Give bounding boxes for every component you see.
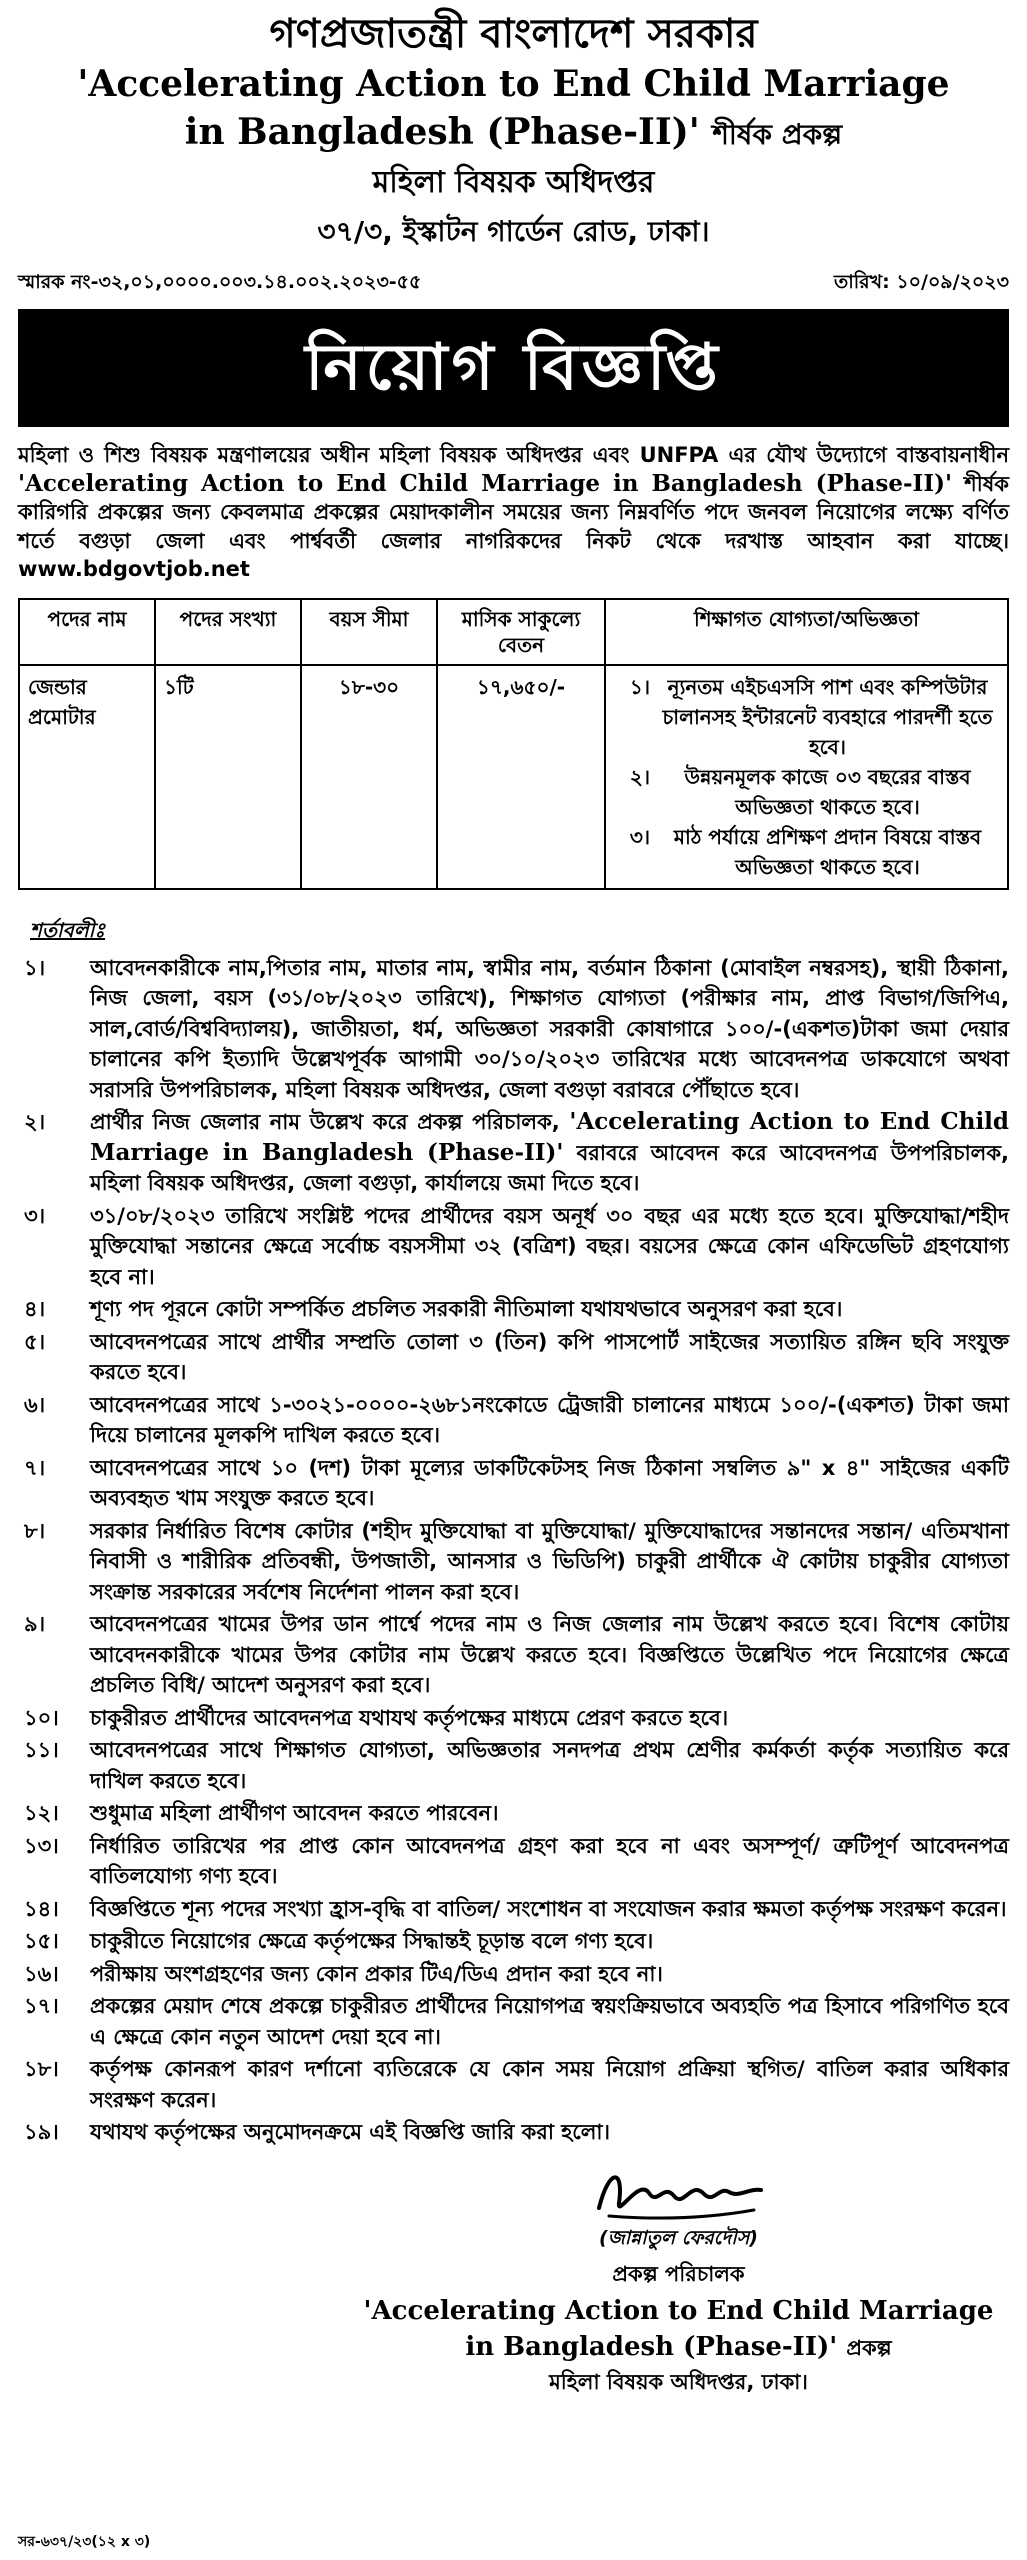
condition-text-before: প্রার্থীর নিজ জেলার নাম উল্লেখ করে প্রকল্প পরিচালক, bbox=[90, 1110, 560, 1134]
condition-item bbox=[18, 1894, 1009, 1925]
handwritten-signature bbox=[579, 2158, 779, 2228]
condition-item bbox=[18, 1327, 1009, 1388]
condition-number: ৯। bbox=[24, 1612, 46, 1636]
condition-item bbox=[18, 1926, 1009, 1957]
intro-part2: শীর্ষক কারিগরি প্রকল্পের জন্য কেবলমাত্র প্রকল্পের মেয়াদকালীন সময়ের জন্য নিম্নবর্ণিত পদে জনবল নিয়োগের লক্ষ্যে বর্ণিত শর্তে বগুড়া জেলা এবং পার্শ্ববর্তী জেলার নাগরিকদের নিকট থেকে দরখাস্ত আহবান করা যাচ্ছে। www.bdgovtjob.net bbox=[18, 471, 1009, 581]
table-header-row bbox=[19, 599, 1008, 665]
signer-project-line2 bbox=[348, 2329, 1009, 2366]
condition-text: পরীক্ষায় অংশগ্রহণের জন্য কোন প্রকার টিএ/ডিএ প্রদান করা হবে না। bbox=[90, 1961, 663, 1986]
condition-text: আবেদনকারীকে নাম,পিতার নাম, মাতার নাম, স্বামীর নাম, বর্তমান ঠিকানা (মোবাইল নম্বরসহ), স্থায়ী ঠিকানা, নিজ জেলা, বয়স (৩১/০৮/২০২৩ তারিখে), শিক্ষাগত যোগ্যতা (পরীক্ষার নাম, প্রাপ্ত বিভাগ/জিপিএ, সাল,বোর্ড/বিশ্ববিদ্যালয়), জাতীয়তা, ধর্ম, অভিজ্ঞতা সরকারী কোষাগারে ১০০/-(একশত)টাকা জমা দেয়ার চালানের কপি ইত্যাদি উল্লেখপূর্বক আগামী ৩০/১০/২০২৩ তারিখের মধ্যে আবেদনপত্র ডাকযোগে অথবা সরাসরি উপপরিচালক, মহিলা বিষয়ক অধিদপ্তর, জেলা বগুড়া বরাবরে পৌঁছাতে হবে। bbox=[90, 955, 1009, 1102]
memo-number: স্মারক নং-৩২,০১,০০০০.০০৩.১৪.০০২.২০২৩-৫৫ bbox=[18, 271, 422, 293]
condition-item bbox=[18, 1735, 1009, 1796]
condition-item bbox=[18, 1453, 1009, 1514]
project-title-line2-text: in Bangladesh (Phase-II)' bbox=[184, 111, 700, 153]
signature-block bbox=[348, 2158, 1009, 2398]
cell-qualifications bbox=[605, 665, 1008, 889]
table-row bbox=[19, 665, 1008, 889]
condition-number: ১৬। bbox=[24, 1961, 59, 1986]
condition-item bbox=[18, 1609, 1009, 1701]
qualification-number: ২। bbox=[629, 764, 650, 789]
condition-item bbox=[18, 1959, 1009, 1990]
condition-item bbox=[18, 1201, 1009, 1293]
condition-item bbox=[18, 1703, 1009, 1734]
qualification-item bbox=[614, 762, 999, 822]
condition-text bbox=[90, 1107, 1009, 1199]
col-age-limit: বয়স সীমা bbox=[301, 599, 437, 665]
memo-date: তারিখ: ১০/০৯/২০২৩ bbox=[833, 271, 1009, 293]
condition-item bbox=[18, 2054, 1009, 2115]
condition-text: যথাযথ কর্তৃপক্ষের অনুমোদনক্রমে এই বিজ্ঞপ্তি জারি করা হলো। bbox=[90, 2120, 610, 2144]
condition-number: ৩। bbox=[24, 1203, 46, 1228]
condition-text: শূণ্য পদ পূরনে কোটা সম্পর্কিত প্রচলিত সরকারী নীতিমালা যথাযথভাবে অনুসরণ করা হবে। bbox=[90, 1297, 843, 1321]
condition-project-name: 'Accelerating Action to End Child Marriage in Bangladesh (Phase-II)' bbox=[90, 1108, 1010, 1166]
intro-project-name: 'Accelerating Action to End Child Marriage in Bangladesh (Phase-II)' bbox=[18, 469, 952, 497]
signer-title: প্রকল্প পরিচালক bbox=[612, 2261, 745, 2286]
col-post-count: পদের সংখ্যা bbox=[155, 599, 301, 665]
header bbox=[18, 0, 1009, 253]
condition-item bbox=[18, 1991, 1009, 2052]
condition-number: ৫। bbox=[24, 1329, 46, 1354]
notice-banner: নিয়োগ বিজ্ঞপ্তি bbox=[18, 309, 1009, 427]
condition-text: চাকুরীতে নিয়োগের ক্ষেত্রে কর্তৃপক্ষের সিদ্ধান্তই চূড়ান্ত বলে গণ্য হবে। bbox=[90, 1929, 654, 1953]
condition-text: নির্ধারিত তারিখের পর প্রাপ্ত কোন আবেদনপত্র গ্রহণ করা হবে না এবং অসম্পূর্ণ/ ত্রুটিপূর্ণ আবেদনপত্র বাতিলযোগ্য গণ্য হবে। bbox=[90, 1833, 1009, 1888]
condition-text: আবেদনপত্রের সাথে প্রার্থীর সম্প্রতি তোলা ৩ (তিন) কপি পাসপোর্ট সাইজের সত্যায়িত রঙ্গিন ছবি সংযুক্ত করতে হবে। bbox=[90, 1329, 1009, 1384]
condition-text: চাকুরীরত প্রার্থীদের আবেদনপত্র যথাযথ কর্তৃপক্ষের মাধ্যমে প্রেরণ করতে হবে। bbox=[90, 1705, 729, 1730]
condition-number: ৬। bbox=[24, 1392, 46, 1417]
memo-row bbox=[18, 267, 1009, 297]
qualification-item bbox=[614, 672, 999, 762]
col-qualification: শিক্ষাগত যোগ্যতা/অভিজ্ঞতা bbox=[605, 599, 1008, 665]
signer-project-line1: 'Accelerating Action to End Child Marriage bbox=[363, 2295, 994, 2326]
condition-text: শুধুমাত্র মহিলা প্রার্থীগণ আবেদন করতে পারবেন। bbox=[90, 1801, 499, 1825]
conditions-title: শর্তাবলীঃ bbox=[30, 917, 106, 942]
condition-number: ১৩। bbox=[24, 1833, 59, 1858]
qualification-item bbox=[614, 822, 999, 882]
condition-text: প্রকল্পের মেয়াদ শেষে প্রকল্পে চাকুরীরত প্রার্থীদের নিয়োগপত্র স্বয়ংক্রিয়ভাবে অব্যহতি পত্র হিসাবে পরিগণিত হবে এ ক্ষেত্রে কোন নতুন আদেশ দেয়া হবে না। bbox=[90, 1994, 1009, 2049]
cell-age: ১৮-৩০ bbox=[301, 665, 437, 889]
condition-text-after: বরাবরে আবেদন করে আবেদনপত্র উপপরিচালক, মহিলা বিষয়ক অধিদপ্তর, জেলা বগুড়া, কার্যালয়ে জমা দিতে হবে। bbox=[90, 1140, 1010, 1195]
qualification-number: ৩। bbox=[629, 824, 650, 849]
condition-item bbox=[18, 1390, 1009, 1451]
condition-item bbox=[18, 1107, 1009, 1199]
condition-text: আবেদনপত্রের সাথে শিক্ষাগত যোগ্যতা, অভিজ্ঞতার সনদপত্র প্রথম শ্রেণীর কর্মকর্তা কর্তৃক সত্যায়িত করে দাখিল করতে হবে। bbox=[90, 1738, 1009, 1793]
qualification-text: উন্নয়নমূলক কাজে ০৩ বছরের বাস্তব অভিজ্ঞতা থাকতে হবে। bbox=[684, 764, 971, 819]
cell-post: জেন্ডার প্রমোটার bbox=[19, 665, 155, 889]
condition-text: আবেদনপত্রের সাথে ১০ (দশ) টাকা মূল্যের ডাকটিকেটসহ নিজ ঠিকানা সম্বলিত ৯" x ৪" সাইজের একটি অব্যবহৃত খাম সংযুক্ত করতে হবে। bbox=[90, 1455, 1009, 1510]
condition-number: ১২। bbox=[24, 1801, 59, 1825]
col-post-name: পদের নাম bbox=[19, 599, 155, 665]
condition-number: ২। bbox=[24, 1110, 46, 1134]
conditions-list bbox=[18, 953, 1009, 2148]
condition-number: ৭। bbox=[24, 1455, 46, 1480]
condition-number: ১৭। bbox=[24, 1994, 59, 2018]
signer-project-line2-text: in Bangladesh (Phase-II)' bbox=[465, 2331, 838, 2362]
signer-name: (জান্নাতুল ফেরদৌস) bbox=[599, 2226, 758, 2249]
condition-text: বিজ্ঞপ্তিতে শূন্য পদের সংখ্যা হ্রাস-বৃদ্ধি বা বাতিল/ সংশোধন বা সংযোজন করার ক্ষমতা কর্তৃপক্ষ সংরক্ষণ করেন। bbox=[90, 1896, 1007, 1921]
signer-department: মহিলা বিষয়ক অধিদপ্তর, ঢাকা। bbox=[549, 2369, 808, 2394]
condition-number: ১১। bbox=[24, 1738, 59, 1762]
condition-number: ১। bbox=[24, 955, 46, 980]
condition-item bbox=[18, 1831, 1009, 1892]
signer-project-suffix: প্রকল্প bbox=[846, 2335, 892, 2360]
col-salary: মাসিক সাকুল্যে বেতন bbox=[437, 599, 605, 665]
intro-part1: মহিলা ও শিশু বিষয়ক মন্ত্রণালয়ের অধীন মহিলা বিষয়ক অধিদপ্তর এবং UNFPA এর যৌথ উদ্যোগে বাস্তবায়নাধীন bbox=[18, 443, 1009, 467]
project-title-line1: 'Accelerating Action to End Child Marriage bbox=[77, 63, 950, 105]
condition-text: কর্তৃপক্ষ কোনরূপ কারণ দর্শানো ব্যতিরেকে যে কোন সময় নিয়োগ প্রক্রিয়া স্থগিত/ বাতিল করার অধিকার সংরক্ষণ করেন। bbox=[90, 2057, 1009, 2112]
condition-number: ১৯। bbox=[24, 2120, 59, 2144]
condition-number: ৪। bbox=[24, 1297, 46, 1321]
condition-item bbox=[18, 1516, 1009, 1608]
department-name: মহিলা বিষয়ক অধিদপ্তর bbox=[372, 165, 655, 200]
condition-item bbox=[18, 953, 1009, 1106]
condition-number: ৮। bbox=[24, 1518, 46, 1543]
project-title-line2 bbox=[18, 108, 1009, 159]
condition-text: আবেদনপত্রের সাথে ১-৩০২১-০০০০-২৬৮১নংকোডে ট্রেজারী চালানের মাধ্যমে ১০০/-(একশত) টাকা জমা দিয়ে চালানের মূলকপি দাখিল করতে হবে। bbox=[90, 1392, 1009, 1447]
condition-number: ১৪। bbox=[24, 1896, 59, 1921]
condition-item bbox=[18, 2117, 1009, 2148]
government-title: গণপ্রজাতন্ত্রী বাংলাদেশ সরকার bbox=[269, 11, 758, 57]
project-title-suffix: শীর্ষক প্রকল্প bbox=[712, 118, 843, 151]
cell-salary: ১৭,৬৫০/- bbox=[437, 665, 605, 889]
cell-count: ১টি bbox=[155, 665, 301, 889]
qualification-text: ন্যূনতম এইচএসসি পাশ এবং কম্পিউটার চালানসহ ইন্টারনেট ব্যবহারে পারদর্শী হতে হবে। bbox=[662, 674, 993, 759]
condition-number: ১৫। bbox=[24, 1929, 59, 1953]
condition-number: ১০। bbox=[24, 1705, 59, 1730]
print-code: সর-৬৩৭/২৩(১২ x ৩) bbox=[18, 2534, 151, 2550]
posts-table bbox=[18, 598, 1009, 890]
condition-text: ৩১/০৮/২০২৩ তারিখে সংশ্লিষ্ট পদের প্রার্থীদের বয়স অনূর্ধ ৩০ বছর এর মধ্যে হতে হবে। মুক্তিযোদ্ধা/শহীদ মুক্তিযোদ্ধা সন্তানের ক্ষেত্রে সর্বোচ্চ বয়সসীমা ৩২ (বত্রিশ) বছর। বয়সের ক্ষেত্রে কোন এফিডেভিট গ্রহণযোগ্য হবে না। bbox=[90, 1203, 1009, 1289]
qualification-number: ১। bbox=[629, 674, 650, 699]
condition-text: আবেদনপত্রের খামের উপর ডান পার্শ্বে পদের নাম ও নিজ জেলার নাম উল্লেখ করতে হবে। বিশেষ কোটায় আবেদনকারীকে খামের উপর কোটার নাম উল্লেখ করতে হবে। বিজ্ঞপ্তিতে উল্লেখিত পদে নিয়োগের ক্ষেত্রে প্রচলিত বিধি/ আদেশ অনুসরণ করা হবে। bbox=[90, 1612, 1009, 1697]
qualification-text: মাঠ পর্যায়ে প্রশিক্ষণ প্রদান বিষয়ে বাস্তব অভিজ্ঞতা থাকতে হবে। bbox=[673, 824, 982, 879]
condition-item bbox=[18, 1294, 1009, 1325]
condition-text: সরকার নির্ধারিত বিশেষ কোটার (শহীদ মুক্তিযোদ্ধা বা মুক্তিযোদ্ধা/ মুক্তিযোদ্ধাদের সন্তানদের সন্তান/ এতিমখানা নিবাসী ও শারীরিক প্রতিবন্ধী, উপজাতী, আনসার ও ভিডিপি) চাকুরী প্রার্থীকে ঐ কোটায় চাকুরীর যোগ্যতা সংক্রান্ত সরকারের সর্বশেষ নির্দেশনা পালন করা হবে। bbox=[90, 1518, 1009, 1604]
condition-number: ১৮। bbox=[24, 2057, 59, 2081]
department-address: ৩৭/৩, ইস্কাটন গার্ডেন রোড, ঢাকা। bbox=[317, 215, 710, 248]
intro-paragraph bbox=[18, 441, 1009, 584]
condition-item bbox=[18, 1798, 1009, 1829]
